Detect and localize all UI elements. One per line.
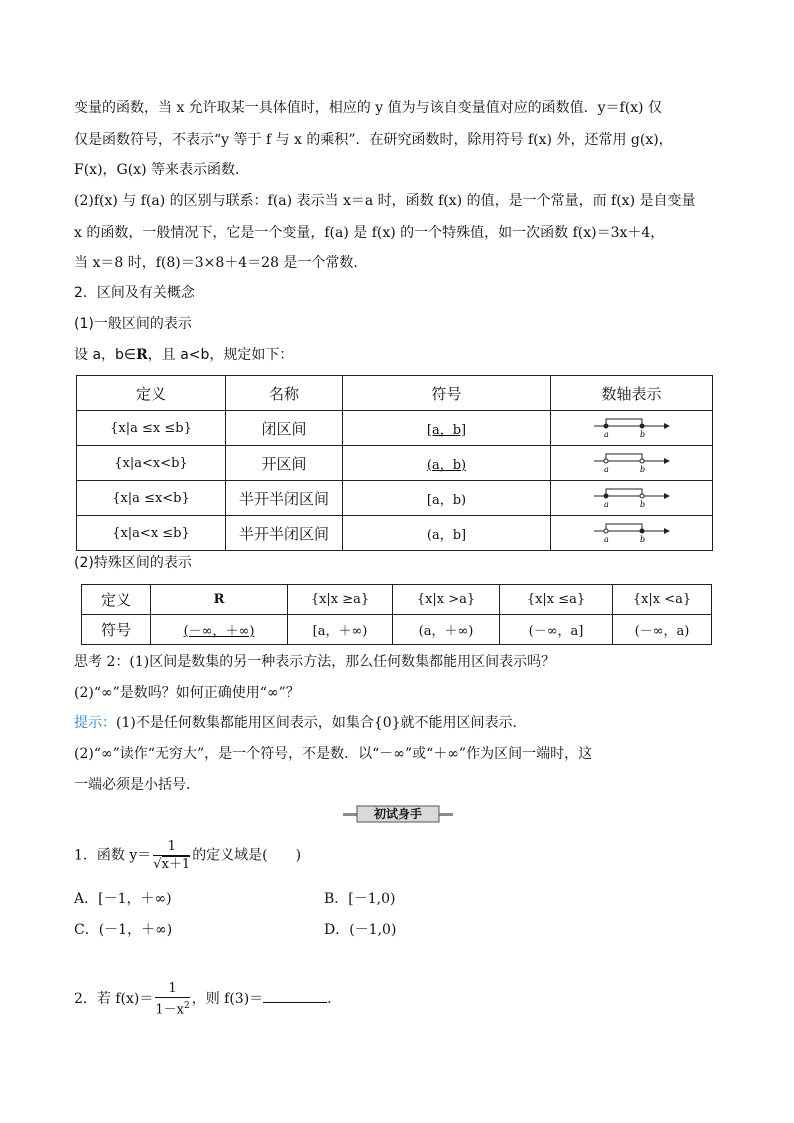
hint-line bbox=[74, 713, 527, 733]
denominator-exponent: 2 bbox=[183, 1001, 190, 1011]
table-header-row bbox=[77, 376, 713, 411]
table-cell: {x|x <a} bbox=[613, 585, 712, 615]
table-header: 数轴表示 bbox=[551, 376, 713, 411]
table-cell-name: 半开半闭区间 bbox=[226, 481, 343, 516]
table-cell: (－∞，a] bbox=[500, 615, 613, 645]
option-D: D．(－1,0) bbox=[324, 922, 397, 938]
option-A: A．[－1，＋∞) bbox=[74, 891, 172, 907]
paragraph-line: 变量的函数，当 x 允许取某一具体值时，相应的 y 值为与该自变量值对应的函数值．y＝f(x) 仅 bbox=[74, 100, 662, 116]
endpoint-a bbox=[604, 424, 608, 428]
section-banner bbox=[343, 805, 453, 823]
question-prefix: 2．若 f(x)＝ bbox=[74, 991, 154, 1008]
paragraph-line: (2)f(x) 与 f(a) 的区别与联系：f(a) 表示当 x＝a 时，函数 f(x) 的值，是一个常量，而 f(x) 是自变量 bbox=[74, 193, 696, 209]
table-cell-axis bbox=[551, 446, 713, 481]
paragraph-line: F(x)，G(x) 等来表示函数． bbox=[74, 162, 249, 178]
hint-line: 一端必须是小括号． bbox=[74, 777, 200, 793]
axis-arrow bbox=[664, 528, 670, 534]
table-cell-name: 半开半闭区间 bbox=[226, 516, 343, 551]
table-cell bbox=[151, 615, 288, 645]
table-cell-name: 闭区间 bbox=[226, 411, 343, 446]
axis-arrow bbox=[664, 458, 670, 464]
table-cell-symbol bbox=[343, 516, 551, 551]
symbol-text: (－∞，＋∞) bbox=[183, 624, 255, 639]
hint-text: (1)不是任何数集都能用区间表示，如集合{0}就不能用区间表示． bbox=[116, 715, 527, 731]
table-header: 定义 bbox=[77, 376, 226, 411]
table-row bbox=[77, 411, 713, 446]
endpoint-b bbox=[640, 494, 644, 498]
question-mid: ，则 f(3)＝ bbox=[191, 991, 264, 1008]
interval-table bbox=[76, 375, 713, 551]
interval-bracket bbox=[606, 419, 642, 426]
axis-arrow bbox=[664, 493, 670, 499]
table-row bbox=[77, 481, 713, 516]
axis-label-a: a bbox=[603, 500, 609, 509]
interval-bracket bbox=[606, 489, 642, 496]
number-line bbox=[592, 448, 672, 474]
endpoint-a bbox=[604, 494, 608, 498]
table-cell-axis bbox=[551, 411, 713, 446]
fraction bbox=[155, 980, 189, 1018]
question-2 bbox=[74, 980, 332, 1018]
axis-arrow bbox=[664, 423, 670, 429]
option-B: B．[－1,0) bbox=[324, 891, 396, 907]
intro-line bbox=[74, 345, 293, 365]
section-title: 2．区间及有关概念 bbox=[74, 285, 195, 301]
axis-label-a: a bbox=[603, 430, 609, 439]
table-cell-def: {x|a ≤x<b} bbox=[77, 481, 226, 516]
interval-bracket bbox=[606, 524, 642, 531]
question-suffix: 的定义域是( ) bbox=[192, 847, 302, 864]
answer-blank[interactable] bbox=[263, 988, 327, 1003]
subsection-title: (1)一般区间的表示 bbox=[74, 316, 192, 332]
question-end: . bbox=[327, 991, 332, 1008]
table-cell: R bbox=[151, 585, 288, 615]
hint-line: (2)“∞”读作“无穷大”，是一个符号，不是数．以“－∞”或“＋∞”作为区间一端时，这 bbox=[74, 746, 593, 762]
fraction-numerator: 1 bbox=[155, 980, 189, 998]
interval-bracket bbox=[606, 454, 642, 461]
table-cell-symbol bbox=[343, 411, 551, 446]
table-cell-symbol bbox=[343, 481, 551, 516]
paragraph-line: 当 x＝8 时，f(8)＝3×8＋4＝28 是一个常数． bbox=[74, 255, 368, 271]
endpoint-a bbox=[604, 529, 608, 533]
symbol-text: [a，b] bbox=[426, 422, 467, 438]
table-row bbox=[82, 615, 712, 645]
endpoint-b bbox=[640, 424, 644, 428]
table-cell-axis bbox=[551, 516, 713, 551]
paragraph-line: x 的函数，一般情况下，它是一个变量，f(a) 是 f(x) 的一个特殊值，如一次函数 f(x)＝3x＋4， bbox=[74, 225, 665, 241]
paragraph-line: 仅是函数符号，不表示“y 等于 f 与 x 的乘积”．在研究函数时，除用符号 f(x) 外，还常用 g(x)， bbox=[74, 132, 673, 148]
table-cell-def: {x|a<x<b} bbox=[77, 446, 226, 481]
endpoint-a bbox=[604, 459, 608, 463]
think-line: 思考 2：(1)区间是数集的另一种表示方法，那么任何数集都能用区间表示吗？ bbox=[74, 654, 556, 670]
axis-label-b: b bbox=[639, 465, 645, 474]
axis-label-b: b bbox=[639, 535, 645, 544]
table-cell-axis bbox=[551, 481, 713, 516]
symbol-text: [a，b) bbox=[426, 492, 467, 508]
symbol-text: (a，b) bbox=[426, 457, 467, 473]
table-cell-name: 开区间 bbox=[226, 446, 343, 481]
fraction-denominator: √x＋1 bbox=[153, 857, 191, 872]
denominator-base: 1－x bbox=[155, 1002, 184, 1018]
table-cell-symbol bbox=[343, 446, 551, 481]
banner-text: 初试身手 bbox=[373, 807, 422, 821]
axis-label-b: b bbox=[639, 430, 645, 439]
table-header: 符号 bbox=[82, 615, 151, 645]
question-1 bbox=[74, 838, 301, 873]
table-cell: {x|x >a} bbox=[393, 585, 500, 615]
table-row bbox=[82, 585, 712, 615]
fraction-numerator: 1 bbox=[153, 838, 190, 856]
real-set-symbol: R bbox=[136, 347, 148, 363]
question-prefix: 1．函数 y＝ bbox=[74, 847, 152, 864]
axis-label-b: b bbox=[639, 500, 645, 509]
sqrt-radicand: x＋1 bbox=[161, 857, 191, 872]
table-cell: {x|x ≤a} bbox=[500, 585, 613, 615]
number-line bbox=[592, 413, 672, 439]
symbol-text: (a，b] bbox=[426, 527, 467, 543]
table-cell: {x|x ≥a} bbox=[288, 585, 393, 615]
hint-label: 提示： bbox=[74, 715, 116, 731]
number-line bbox=[592, 483, 672, 509]
table-header: 名称 bbox=[226, 376, 343, 411]
fraction-denominator bbox=[155, 998, 189, 1018]
intro-text: 设 a，b∈ bbox=[74, 347, 137, 363]
table-cell-def: {x|a ≤x ≤b} bbox=[77, 411, 226, 446]
table-cell: (a，＋∞) bbox=[393, 615, 500, 645]
table-cell: [a，＋∞) bbox=[288, 615, 393, 645]
table-row bbox=[77, 446, 713, 481]
table-cell: (－∞，a) bbox=[613, 615, 712, 645]
endpoint-b bbox=[640, 529, 644, 533]
subsection-title: (2)特殊区间的表示 bbox=[74, 555, 192, 571]
endpoint-b bbox=[640, 459, 644, 463]
number-line bbox=[592, 518, 672, 544]
axis-label-a: a bbox=[603, 535, 609, 544]
special-interval-table bbox=[81, 584, 712, 645]
table-cell-def: {x|a<x ≤b} bbox=[77, 516, 226, 551]
intro-text: ，且 a<b，规定如下： bbox=[147, 347, 294, 363]
fraction bbox=[153, 838, 190, 873]
think-line: (2)“∞”是数吗？如何正确使用“∞”？ bbox=[74, 685, 300, 701]
option-C: C．(－1，＋∞) bbox=[74, 922, 173, 938]
axis-label-a: a bbox=[603, 465, 609, 474]
table-header: 定义 bbox=[82, 585, 151, 615]
table-header: 符号 bbox=[343, 376, 551, 411]
table-row bbox=[77, 516, 713, 551]
